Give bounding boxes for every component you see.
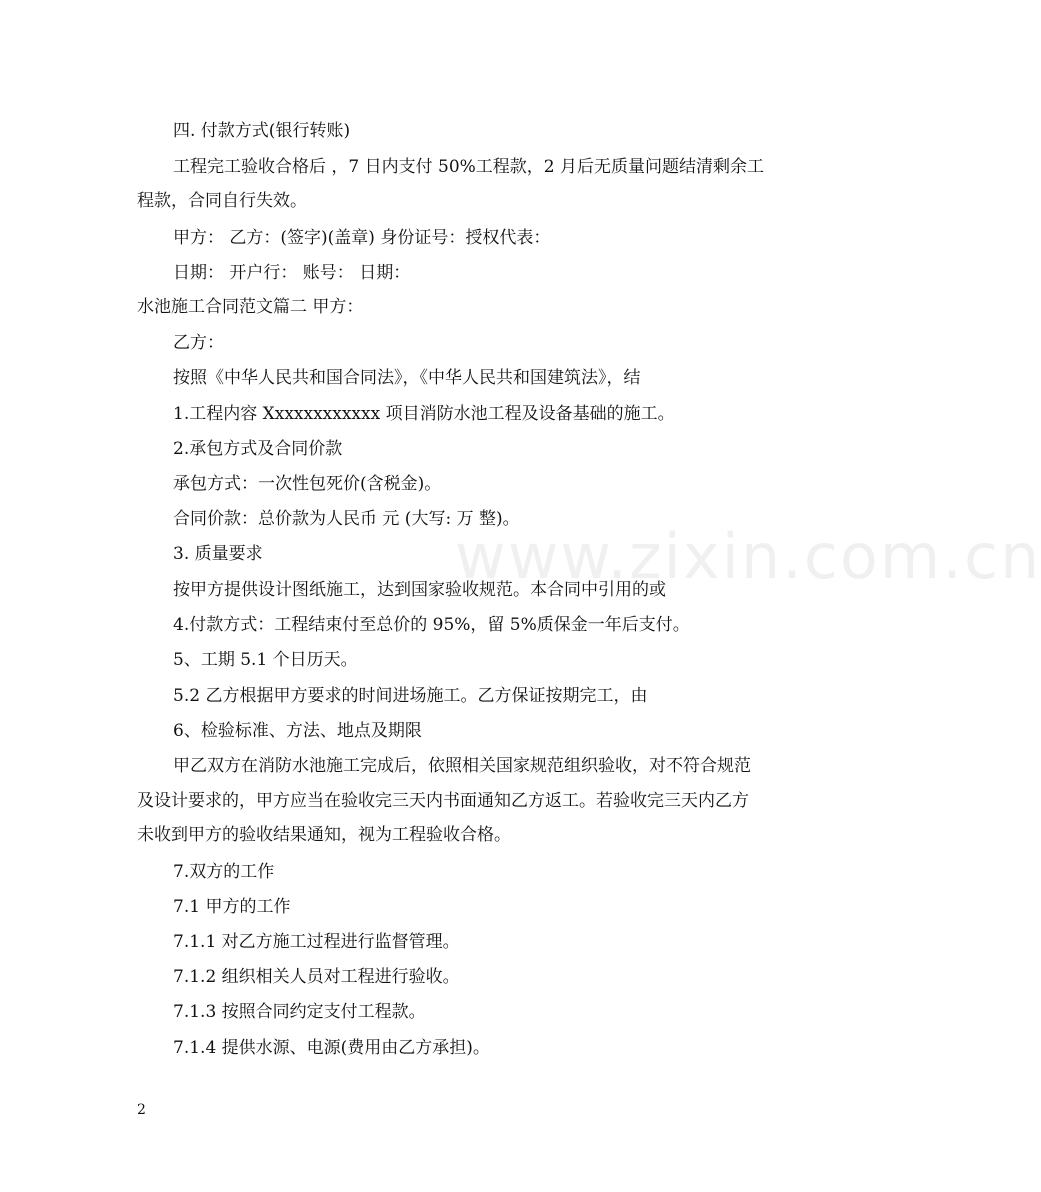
- paragraph-line: 工程完工验收合格后 ，7 日内支付 50%工程款，2 月后无质量问题结清剩余工: [173, 157, 765, 177]
- section-heading-payment: 四. 付款方式(银行转账): [173, 121, 351, 141]
- signature-line: 甲方： 乙方：(签字)(盖章) 身份证号：授权代表：: [173, 228, 551, 248]
- clause-line: 按甲方提供设计图纸施工，达到国家验收规范。本合同中引用的或: [173, 580, 666, 600]
- clause-line: 承包方式：一次性包死价(含税金)。: [173, 474, 442, 494]
- paragraph-line: 按照《中华人民共和国合同法》，《中华人民共和国建筑法》，结: [173, 368, 641, 388]
- paragraph-line: 未收到甲方的验收结果通知，视为工程验收合格。: [137, 825, 511, 845]
- watermark: www.zixin.com.cn: [455, 520, 1041, 593]
- paragraph-line: 程款，合同自行失效。: [137, 191, 307, 211]
- party-line: 乙方：: [173, 333, 224, 353]
- page-number: 2: [137, 1102, 146, 1118]
- paragraph-line: 甲乙双方在消防水池施工完成后，依照相关国家规范组织验收，对不符合规范: [173, 756, 751, 776]
- clause-heading: 6、检验标准、方法、地点及期限: [173, 721, 422, 741]
- clause-line: 7.1.1 对乙方施工过程进行监督管理。: [173, 932, 460, 952]
- clause-line: 7.1.2 组织相关人员对工程进行验收。: [173, 967, 460, 987]
- clause-line: 5.2 乙方根据甲方要求的时间进场施工。乙方保证按期完工，由: [173, 686, 648, 706]
- article-title: 水池施工合同范文篇二 甲方：: [137, 297, 364, 317]
- clause-heading: 7.1 甲方的工作: [173, 897, 291, 917]
- clause-line: 合同价款：总价款为人民币 元 (大写: 万 整)。: [173, 509, 520, 529]
- clause-line: 5、工期 5.1 个日历天。: [173, 650, 358, 670]
- clause-line: 7.1.4 提供水源、电源(费用由乙方承担)。: [173, 1038, 490, 1058]
- paragraph-line: 及设计要求的，甲方应当在验收完三天内书面通知乙方返工。若验收完三天内乙方: [137, 791, 749, 811]
- clause-line: 1.工程内容 Xxxxxxxxxxxx 项目消防水池工程及设备基础的施工。: [173, 404, 675, 424]
- clause-line: 7.1.3 按照合同约定支付工程款。: [173, 1002, 426, 1022]
- clause-heading: 3. 质量要求: [173, 544, 263, 564]
- date-line: 日期： 开户行： 账号： 日期：: [173, 263, 411, 283]
- clause-line: 4.付款方式：工程结束付至总价的 95%，留 5%质保金一年后支付。: [173, 615, 690, 635]
- clause-heading: 2.承包方式及合同价款: [173, 439, 343, 459]
- clause-heading: 7.双方的工作: [173, 862, 275, 882]
